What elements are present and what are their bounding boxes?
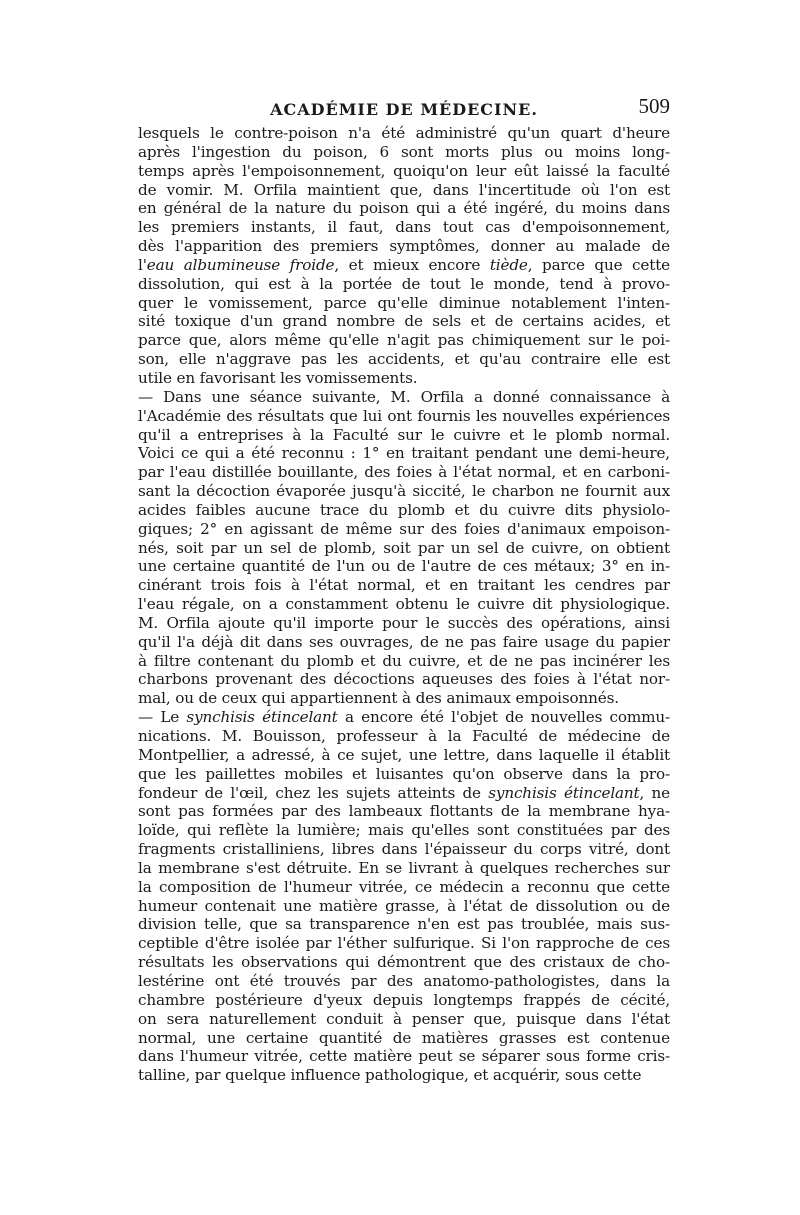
text-line: Montpellier, a adressé, à ce sujet, une lettre, dans laquelle il établit <box>138 745 670 764</box>
text-line: à filtre contenant du plomb et du cuivre, et de ne pas incinérer les <box>138 651 670 670</box>
text-line: charbons provenant des décoctions aqueuses des foies à l'état nor- <box>138 670 670 689</box>
page-header <box>138 94 670 124</box>
text-line: humeur contenait une matière grasse, à l'état de dissolution ou de <box>138 896 670 915</box>
text-line: normal, une certaine quantité de matières grasses est contenue <box>138 1028 670 1047</box>
text-line: par l'eau distillée bouillante, des foies à l'état normal, et en carboni- <box>138 463 670 482</box>
text-line: dissolution, qui est à la portée de tout le monde, tend à provo- <box>138 274 670 293</box>
text-line: talline, par quelque influence pathologique, et acquérir, sous cette <box>138 1066 642 1085</box>
page-number: 509 <box>638 94 670 118</box>
text-line: l'Académie des résultats que lui ont fournis les nouvelles expériences <box>138 406 670 425</box>
text-line: qu'il a entreprises à la Faculté sur le cuivre et le plomb normal. <box>138 425 670 444</box>
text-line: la composition de l'humeur vitrée, ce médecin a reconnu que cette <box>138 877 670 896</box>
text-line: l'eau régale, on a constamment obtenu le cuivre dit physiologique. <box>138 595 670 614</box>
text-line: lestérine ont été trouvés par des anatomo-pathologistes, dans la <box>138 971 670 990</box>
body-text <box>138 124 670 1085</box>
text-line: en général de la nature du poison qui a été ingéré, du moins dans <box>138 199 670 218</box>
text-line: mal, ou de ceux qui appartiennent à des animaux empoisonnés. <box>138 689 619 708</box>
paragraph-1 <box>138 124 670 388</box>
text-line: M. Orfila ajoute qu'il importe pour le succès des opérations, ainsi <box>138 613 670 632</box>
text-line: on sera naturellement conduit à penser que, puisque dans l'état <box>138 1009 670 1028</box>
text-line: une certaine quantité de l'un ou de l'autre de ces métaux; 3° en in- <box>138 557 670 576</box>
text-line: sant la décoction évaporée jusqu'à siccité, le charbon ne fournit aux <box>138 482 670 501</box>
text-line: nications. M. Bouisson, professeur à la Faculté de médecine de <box>138 727 670 745</box>
text-line: qu'il l'a déjà dit dans ses ouvrages, de ne pas faire usage du papier <box>138 632 670 651</box>
text-line: quer le vomissement, parce qu'elle diminue notablement l'inten- <box>138 293 670 312</box>
text-line: cinérant trois fois à l'état normal, et en traitant les cendres par <box>138 576 670 595</box>
running-title: ACADÉMIE DE MÉDECINE. <box>270 100 538 119</box>
text-line: après l'ingestion du poison, 6 sont morts plus ou moins long- <box>138 142 670 161</box>
text-line: l'eau albumineuse froide, et mieux encore tiède, parce que cette <box>138 255 670 274</box>
text-line: loïde, qui reflète la lumière; mais qu'elles sont constituées par des <box>138 821 670 840</box>
text-line: ceptible d'être isolée par l'éther sulfurique. Si l'on rapproche de ces <box>138 934 670 953</box>
text-line: son, elle n'aggrave pas les accidents, et qu'au contraire elle est <box>138 350 670 369</box>
book-page <box>138 94 670 1085</box>
text-line: — Dans une séance suivante, M. Orfila a donné connaissance à <box>138 387 670 406</box>
text-line: sont pas formées par des lambeaux flottants de la membrane hya- <box>138 802 670 821</box>
text-line: que les paillettes mobiles et luisantes qu'on observe dans la pro- <box>138 764 670 783</box>
text-line: lesquels le contre-poison n'a été administré qu'un quart d'heure <box>138 124 670 142</box>
paragraph-3 <box>138 708 670 1085</box>
paragraph-2 <box>138 388 670 708</box>
text-line: — Le synchisis étincelant a encore été l'objet de nouvelles commu- <box>138 708 670 727</box>
text-line: sité toxique d'un grand nombre de sels et de certains acides, et <box>138 312 670 331</box>
text-line: nés, soit par un sel de plomb, soit par un sel de cuivre, on obtient <box>138 538 670 557</box>
text-line: chambre postérieure d'yeux depuis longtemps frappés de cécité, <box>138 990 670 1009</box>
text-line: utile en favorisant les vomissements. <box>138 368 418 387</box>
text-line: giques; 2° en agissant de même sur des foies d'animaux empoison- <box>138 519 670 538</box>
text-line: parce que, alors même qu'elle n'agit pas chimiquement sur le poi- <box>138 331 670 350</box>
text-line: fragments cristalliniens, libres dans l'épaisseur du corps vitré, dont <box>138 840 670 859</box>
text-line: Voici ce qui a été reconnu : 1° en traitant pendant une demi-heure, <box>138 444 670 463</box>
text-line: les premiers instants, il faut, dans tout cas d'empoisonnement, <box>138 218 670 237</box>
text-line: acides faibles aucune trace du plomb et du cuivre dits physiolo- <box>138 500 670 519</box>
text-line: de vomir. M. Orfila maintient que, dans l'incertitude où l'on est <box>138 180 670 199</box>
text-line: temps après l'empoisonnement, quoiqu'on leur eût laissé la faculté <box>138 161 670 180</box>
text-line: division telle, que sa transparence n'en est pas troublée, mais sus- <box>138 915 670 934</box>
text-line: dans l'humeur vitrée, cette matière peut se séparer sous forme cris- <box>138 1047 670 1066</box>
text-line: dès l'apparition des premiers symptômes, donner au malade de <box>138 237 670 256</box>
text-line: fondeur de l'œil, chez les sujets atteints de synchisis étincelant, ne <box>138 783 670 802</box>
text-line: la membrane s'est détruite. En se livrant à quelques recherches sur <box>138 858 670 877</box>
text-line: résultats les observations qui démontrent que des cristaux de cho- <box>138 953 670 972</box>
